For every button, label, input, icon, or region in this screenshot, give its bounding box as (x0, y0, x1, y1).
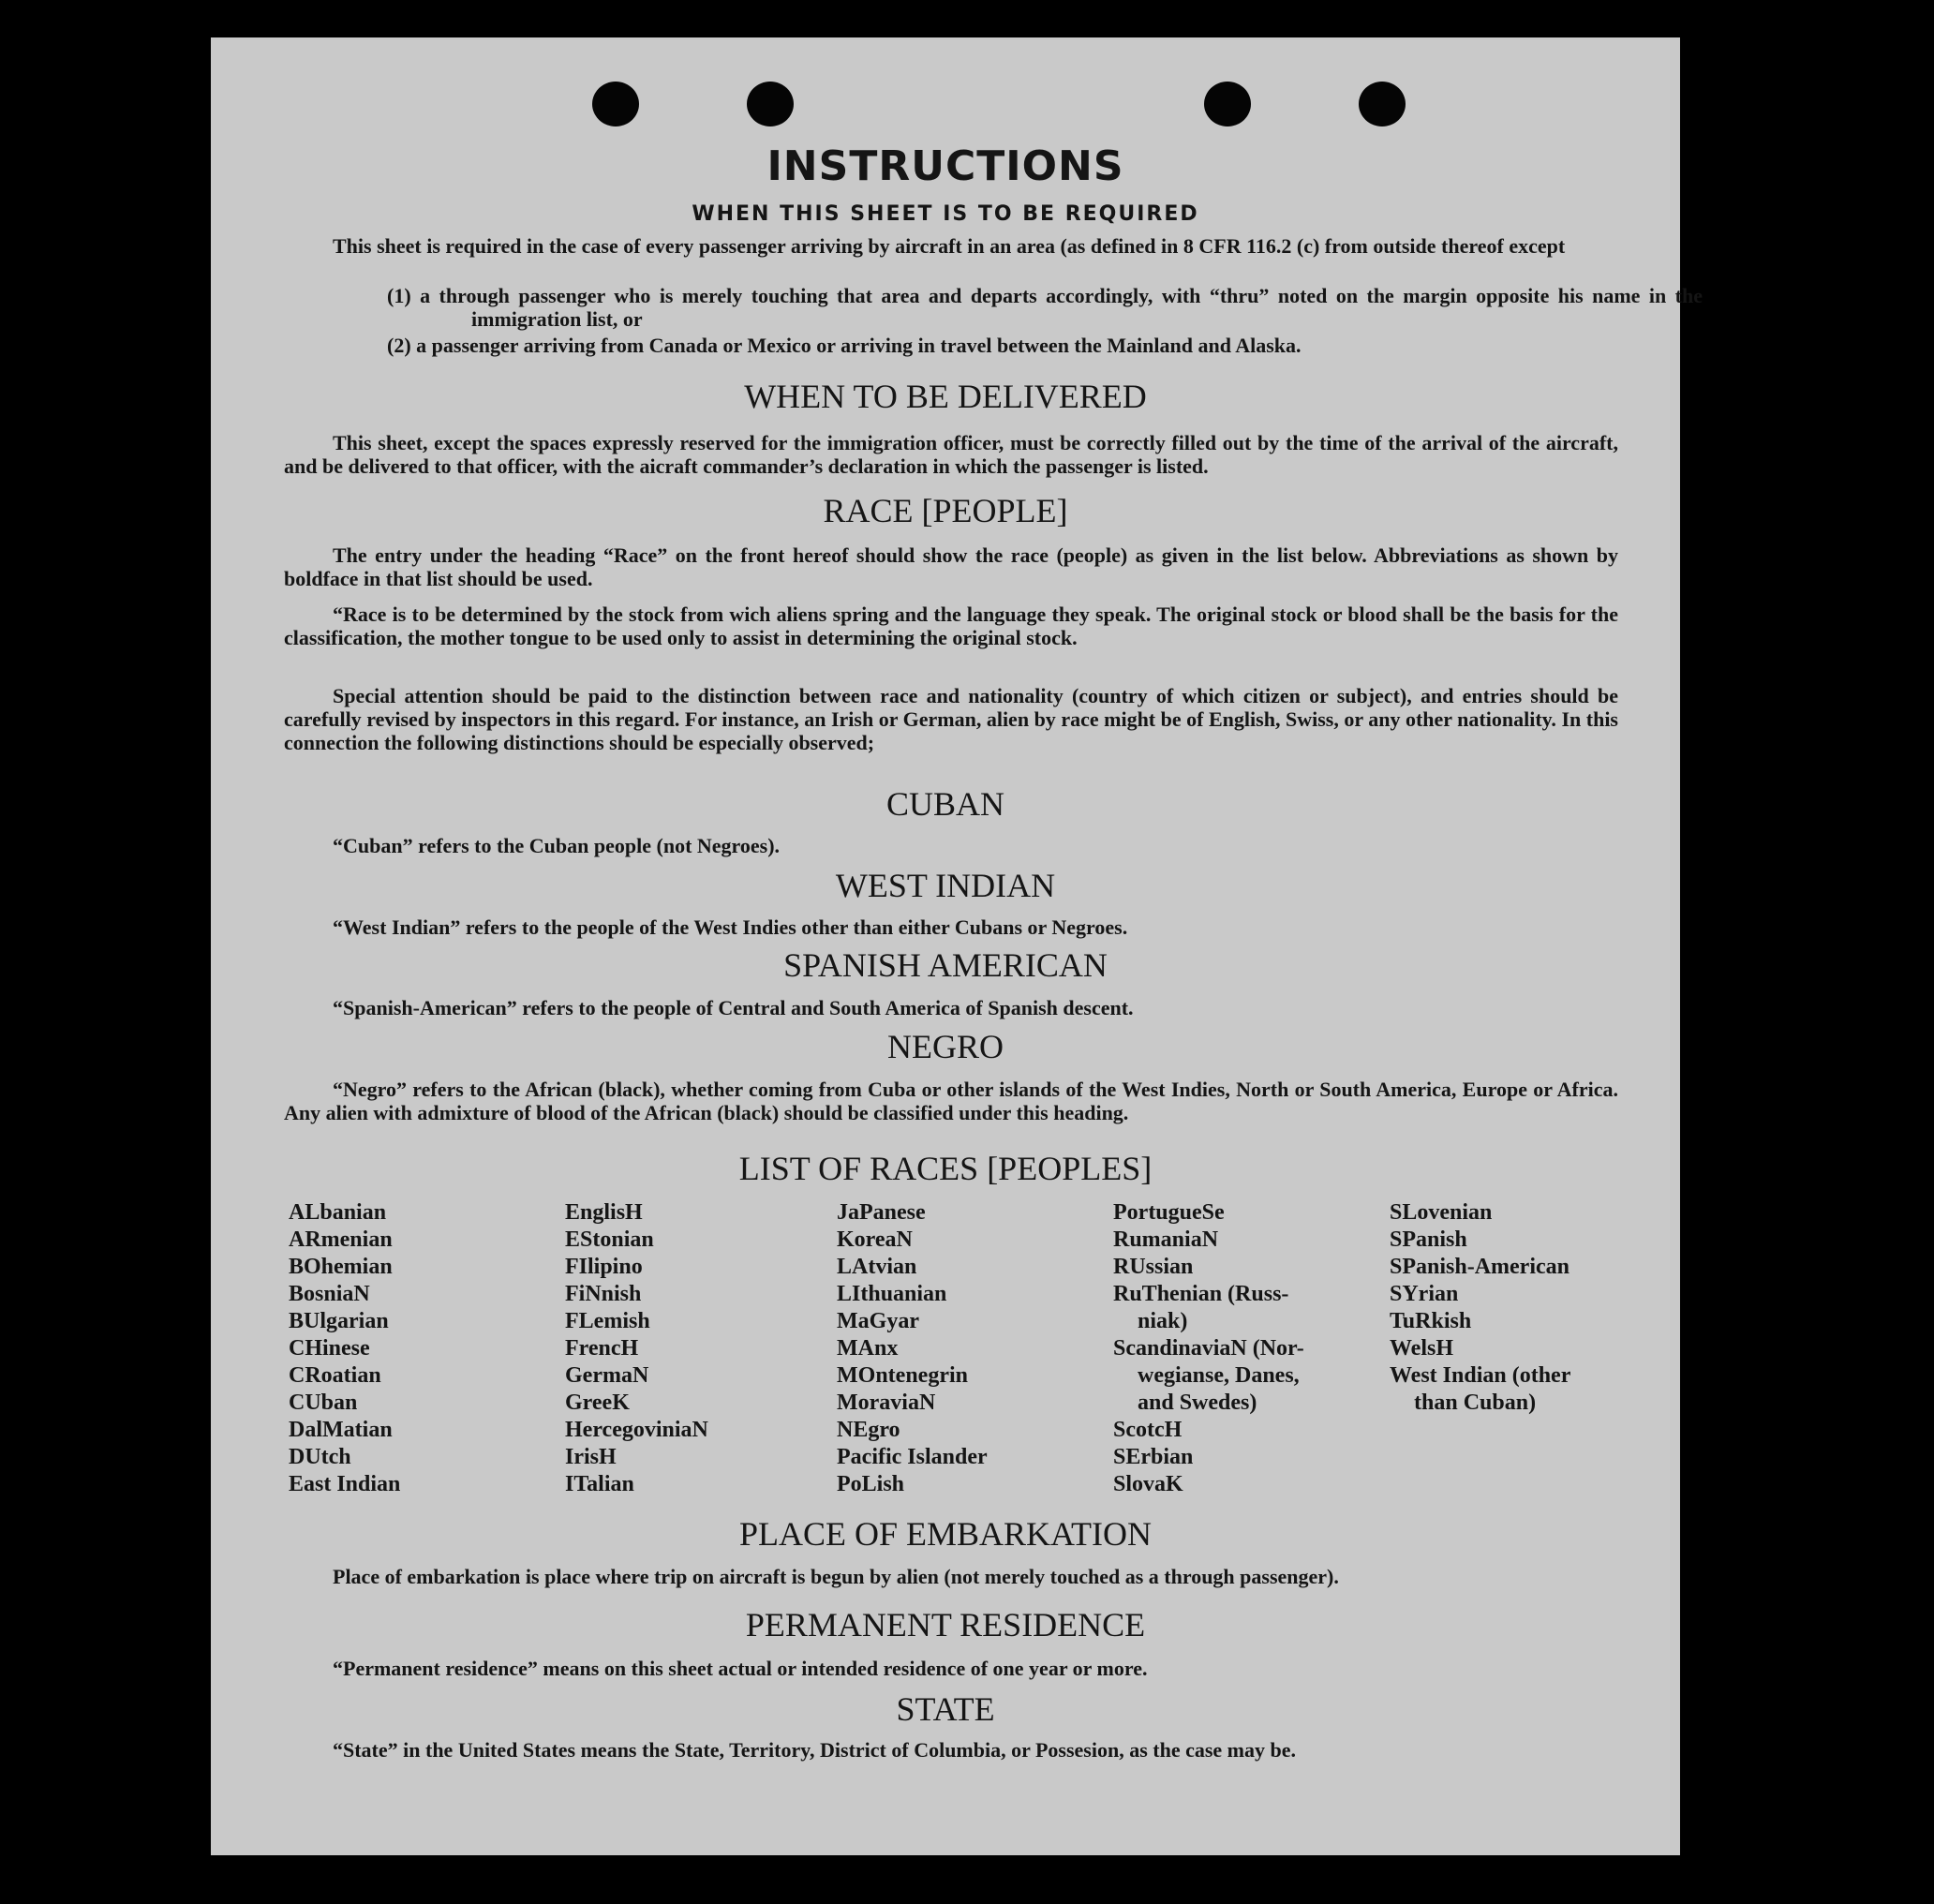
required-intro: This sheet is required in the case of every passenger arriving by aircraft in an area (as defined in 8 CFR 116.2 (c) from outside thereof except (333, 234, 1566, 258)
race-item: EStonian (565, 1227, 654, 1252)
document-page (211, 37, 1703, 1855)
race-item: SLovenian (1390, 1200, 1493, 1225)
race-column (565, 1199, 708, 1498)
race-paragraph-1: The entry under the heading “Race” on the front hereof should show the race (people) as given in the list below. Abbreviations as shown by boldface in that list should be used. (284, 543, 1618, 590)
race-item: FiNnish (565, 1282, 642, 1306)
race-item: West Indian (other (1390, 1363, 1571, 1388)
punch-hole (747, 82, 794, 126)
state-text: “State” in the United States means the State, Territory, District of Columbia, or Possesion, as the case may be. (333, 1738, 1297, 1762)
residence-text: “Permanent residence” means on this sheet actual or intended residence of one year or more. (333, 1657, 1148, 1680)
race-item: LAtvian (837, 1255, 917, 1279)
negro-text: “Negro” refers to the African (black), whether coming from Cuba or other islands of the West Indies, North or South America, Europe or Africa. Any alien with admixture of blood of the African (black) should be classified under this heading. (284, 1078, 1618, 1124)
page-title: INSTRUCTIONS (766, 142, 1124, 190)
race-item: KoreaN (837, 1227, 913, 1252)
embarkation-text: Place of embarkation is place where trip on aircraft is begun by alien (not merely touched as a through passenger). (333, 1565, 1339, 1588)
spanish-american-text: “Spanish-American” refers to the people of Central and South America of Spanish descent. (333, 996, 1134, 1019)
race-item: East Indian (289, 1472, 401, 1496)
section-heading-negro: NEGRO (887, 1028, 1004, 1065)
race-item: IrisH (565, 1445, 617, 1469)
section-heading-race: RACE [PEOPLE] (823, 492, 1068, 529)
race-item: niak) (1138, 1309, 1188, 1333)
race-item: CUban (289, 1391, 358, 1415)
race-item: DUtch (289, 1445, 351, 1469)
race-item: SPanish (1390, 1227, 1467, 1252)
race-item: GreeK (565, 1391, 630, 1415)
race-item: TuRkish (1390, 1309, 1472, 1333)
race-item: EnglisH (565, 1200, 643, 1225)
race-item: MoraviaN (837, 1391, 936, 1415)
race-item: ALbanian (289, 1200, 387, 1225)
section-heading-delivered: WHEN TO BE DELIVERED (744, 378, 1147, 415)
cuban-text: “Cuban” refers to the Cuban people (not Negroes). (333, 834, 781, 857)
race-item: FLemish (565, 1309, 650, 1333)
race-item: GermaN (565, 1363, 649, 1388)
race-item: BosniaN (289, 1282, 370, 1306)
race-item: SPanish-American (1390, 1255, 1570, 1279)
section-heading-cuban: CUBAN (885, 785, 1005, 823)
race-item: WelsH (1390, 1336, 1454, 1361)
race-column (1390, 1199, 1570, 1417)
race-item: SlovaK (1113, 1472, 1183, 1496)
race-item: NEgro (837, 1418, 900, 1442)
section-heading-spanish-american: SPANISH AMERICAN (783, 946, 1108, 984)
race-column (1113, 1199, 1304, 1498)
race-item: ITalian (565, 1472, 634, 1496)
section-heading-embarkation: PLACE OF EMBARKATION (738, 1515, 1153, 1553)
race-item: ScandinaviaN (Nor- (1113, 1336, 1304, 1361)
race-column (837, 1199, 988, 1498)
punch-hole (592, 82, 639, 126)
required-item-2: (2) a passenger arriving from Canada or Mexico or arriving in travel between the Mainland and Alaska. (387, 334, 1302, 357)
race-item: BUlgarian (289, 1309, 389, 1333)
race-paragraph-3: Special attention should be paid to the distinction between race and nationality (country of which citizen or subject), and entries should be carefully revised by inspectors in this regard. For instance, an Irish or German, alien by race might be of English, Swiss, or any other nationality. In this connection the following distinctions should be especially observed; (284, 684, 1618, 754)
section-heading-state: STATE (896, 1690, 995, 1728)
race-item: ARmenian (289, 1227, 393, 1252)
race-item: PortugueSe (1113, 1200, 1225, 1225)
delivered-text: This sheet, except the spaces expressly reserved for the immigration officer, must be correctly filled out by the time of the arrival of the aircraft, and be delivered to that officer, with the aicraft commander’s declaration in which the passenger is listed. (284, 431, 1618, 478)
section-heading-permanent-residence: PERMANENT RESIDENCE (745, 1606, 1146, 1644)
west-indian-text: “West Indian” refers to the people of the West Indies other than either Cubans or Negroes. (333, 915, 1128, 939)
race-item: MAnx (837, 1336, 899, 1361)
race-item: MaGyar (837, 1309, 919, 1333)
race-item: LIthuanian (837, 1282, 947, 1306)
race-item: RuThenian (Russ- (1113, 1282, 1289, 1306)
race-list (289, 1199, 1619, 1509)
race-item: DalMatian (289, 1418, 393, 1442)
race-item: BOhemian (289, 1255, 393, 1279)
race-item: ScotcH (1113, 1418, 1183, 1442)
race-item: RumaniaN (1113, 1227, 1219, 1252)
race-item: FIlipino (565, 1255, 643, 1279)
race-item: CHinese (289, 1336, 370, 1361)
race-item: FrencH (565, 1336, 639, 1361)
race-column (289, 1199, 400, 1498)
race-item: JaPanese (837, 1200, 926, 1225)
race-item: RUssian (1113, 1255, 1194, 1279)
punch-hole (1204, 82, 1251, 126)
race-item: SErbian (1113, 1445, 1194, 1469)
race-item: wegianse, Danes, (1138, 1363, 1300, 1388)
section-heading-list-of-races: LIST OF RACES [PEOPLES] (738, 1150, 1153, 1187)
race-item: Pacific Islander (837, 1445, 988, 1469)
race-item: MOntenegrin (837, 1363, 968, 1388)
section-heading-west-indian: WEST INDIAN (835, 867, 1056, 904)
race-item: and Swedes) (1138, 1391, 1257, 1415)
punch-hole (1359, 82, 1406, 126)
race-paragraph-2: “Race is to be determined by the stock from wich aliens spring and the language they speak. The original stock or blood shall be the basis for the classification, the mother tongue to be used only to assist in determining the original stock. (284, 602, 1618, 649)
race-item: PoLish (837, 1472, 905, 1496)
race-item: than Cuban) (1414, 1391, 1537, 1415)
race-item: HercegoviniaN (565, 1418, 708, 1442)
race-item: CRoatian (289, 1363, 381, 1388)
required-item-1: (1) a through passenger who is merely touching that area and departs accordingly, with “thru” noted on the margin opposite his name in the immigration list, or (387, 284, 1703, 331)
race-item: SYrian (1390, 1282, 1459, 1306)
page-subtitle: WHEN THIS SHEET IS TO BE REQUIRED (692, 202, 1199, 226)
